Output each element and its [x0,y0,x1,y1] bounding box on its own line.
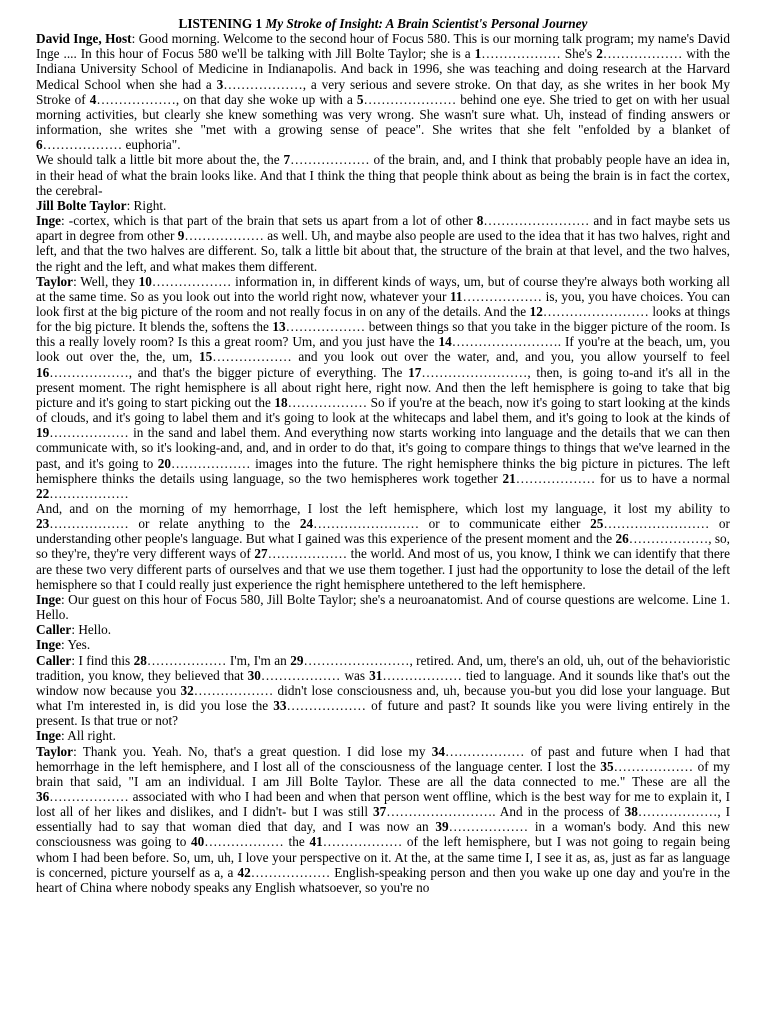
transcript-text: ………………, a very serious and severe stroke. On that day, as she writes in her book My Stroke of [36,76,731,107]
blank-number: 11 [449,288,463,304]
blank-number: 16 [36,364,50,380]
transcript-text: ………………, I essentially had to say that woman died that day, and I was now an [36,804,730,835]
transcript-text: : I find this [71,652,134,668]
blank-number: 32 [180,682,194,698]
transcript-text: ……………………. If you're at the beach, um, you look out over the, the, um, [36,334,730,365]
blank-number: 37 [372,804,387,820]
transcript-text: ……………… between things so that you take in the bigger picture of the room. Is this a really lovely room? Is this a great room? Um, and you just have the [36,319,730,350]
blank-number: 24 [299,516,314,532]
blank-number: 31 [369,667,383,683]
blank-number: 38 [624,804,638,820]
blank-number: 33 [273,698,287,714]
blank-number: 8 [476,213,484,229]
transcript-text: ……………… euphoria". [42,137,181,153]
blank-number: 4 [89,91,97,107]
transcript-text: ……………… I'm, I'm an [146,652,291,668]
transcript-text: ……………… of the left hemisphere, but I was not going to regain being whom I had been before. So, um, uh, I love your perspective on it. At the, at the same time I, I see it as, as, just as far as language is concerned, picture yourself as a, a [36,834,731,880]
transcript-text: : Thank you. Yeah. No, that's a great question. I did lose my [73,743,432,759]
transcript-text: ……………… with the Indiana University School of Medicine in Indianapolis. And back in 1996, she was teaching and doing research at the Harvard Medical School when she had a [36,46,731,92]
blank-number: 10 [138,273,152,289]
transcript-text: ……………… didn't lose consciousness and, uh, because you-but you did lose your language. But what I'm interested in, is did you lose the [36,682,730,714]
blank-number: 1 [474,46,482,62]
transcript-text: ………………, and that's the bigger picture of everything. The [49,364,409,380]
blank-number: 42 [237,864,251,880]
transcript-text: And, and on the morning of my hemorrhage, I lost the left hemisphere, which lost my language, it lost my ability to [36,501,730,516]
blank-number: 29 [290,652,304,668]
blank-number: 26 [615,531,629,547]
transcript-text: ………………, on that day she woke up with a [96,91,357,107]
transcript-text: ……………… of future and past? It sounds like you were living entirely in the present. Is that true or not? [36,698,730,729]
transcript-text: ……………… the [204,834,310,850]
transcript-paragraph [36,744,730,896]
transcript-paragraph [36,198,730,213]
blank-number: 19 [36,425,50,441]
transcript-text: ……………… is, you, you have choices. You can look first at the big picture of the room and not really focus in on any of the details. And the [36,288,730,319]
transcript-text: ……………… for us to have a normal [515,470,731,486]
transcript-text: ……………… She's [481,46,597,62]
transcript-paragraph [36,653,730,729]
transcript-text: We should talk a little bit more about the, the [36,152,284,168]
speaker-name: Inge [36,728,62,744]
speaker-name: Caller [36,622,72,638]
blank-number: 7 [283,152,291,168]
transcript-text: : Well, they [73,273,139,289]
transcript-text: ……………… as well. Uh, and maybe also people are used to the idea that it has two halves, right and left, and that the two halves are different. So, talk a little bit about that, the structure of the brain at that level, and the two halves, the right and the left, and what makes them different. [36,228,731,274]
transcript-body [36,31,730,895]
blank-number: 15 [198,349,213,365]
transcript-text: ……………………, then, is going to-and it's all in the present moment. The right hemisphere is all about right here, right now. And then the left hemisphere is going to take that big picture and it's going to start picking out the [36,364,730,410]
transcript-text: ……………… English-speaking person and then you wake up one day and you're in the heart of China where nobody speaks any English whatsoever, so you're no [36,864,730,895]
blank-number: 20 [157,455,172,471]
blank-number: 5 [356,91,364,107]
transcript-text: ……………… information in, in different kinds of ways, um, but of course they're always both working all at the same time. So as you look out into the world right now, whatever your [36,273,730,304]
blank-number: 28 [133,652,147,668]
blank-number: 23 [36,516,50,532]
transcript-text: ……………………, retired. And, um, there's an old, uh, out of the behavioristic tradition, you know, they believed that [36,652,730,683]
blank-number: 2 [596,46,603,62]
transcript-paragraph [36,637,730,652]
transcript-text: ……………………. And in the process of [386,804,625,820]
blank-number: 40 [191,834,205,850]
transcript-paragraph [36,31,730,152]
transcript-text: ……………… in the sand and label them. And everything now starts working into language and the details that we can then communicate with, so it's looking-and, and, and in order to do that, it's going to compare things to things that we've learned in the past, and it's going to [36,425,730,471]
title-italic: My Stroke of Insight: A Brain Scientist's Personal Journey [265,16,588,31]
transcript-text: ……………… images into the future. The right hemisphere thinks the big picture in pictures. The left hemisphere thinks the details using language, so the two hemispheres work together [36,455,730,486]
transcript-text: ……………… So if you're at the beach, now it's going to start looking at the kinds of clouds, and it's going to label them and it's going to look at the whitecaps and label them, and it's going to look at the kinds of [36,394,730,426]
transcript-text: ……………… associated with who I had been and when that person went offline, which is the best way for me to explain it, I lost all of her likes and dislikes, and I didn't- but I was still [36,788,730,820]
transcript-text: ……………… the world. And most of us, you know, I think we can identify that there are these two very different parts of ourselves and that we use them together. I just had the opportunity to lose the detail of the left hemisphere so that I could really just experience the right hemisphere untethered to the left hemisphere. [36,546,731,592]
blank-number: 27 [254,546,268,562]
transcript-text: : All right. [61,728,116,744]
document-page [36,16,730,895]
speaker-name: Jill Bolte Taylor [36,197,127,213]
blank-number: 22 [36,485,50,501]
blank-number: 9 [177,228,185,244]
blank-number: 18 [274,394,288,410]
transcript-text: : -cortex, which is that part of the brain that sets us apart from a lot of other [61,213,477,229]
blank-number: 34 [431,743,445,759]
blank-number: 25 [590,516,604,532]
transcript-text: ……………… was [260,667,370,683]
transcript-paragraph [36,152,730,197]
transcript-text: ……………… [49,485,129,501]
transcript-paragraph [36,592,730,622]
transcript-paragraph [36,274,730,501]
transcript-text: : Yes. [61,637,91,653]
blank-number: 3 [216,76,224,92]
blank-number: 36 [36,788,50,804]
blank-number: 35 [600,758,614,774]
transcript-text: ………………, so, so they're, they're very different ways of [36,531,730,562]
transcript-text: …………………… or understanding other people's language. But what I gained was this experience of the present moment and the [36,516,730,547]
transcript-paragraph [36,501,730,592]
transcript-text: ……………… and you look out over the water, and, and you, you allow yourself to feel [212,349,730,365]
transcript-text: : Our guest on this hour of Focus 580, Jill Bolte Taylor; she's a neuroanatomist. And of course questions are welcome. Line 1. Hello. [36,591,730,623]
transcript-text: …………………… and in fact maybe sets us apart in degree from other [36,213,730,244]
blank-number: 13 [272,319,286,335]
transcript-paragraph [36,728,730,743]
transcript-text: : Hello. [71,622,112,638]
title-label: LISTENING 1 [178,16,263,31]
transcript-paragraph [36,622,730,637]
transcript-paragraph [36,213,730,274]
speaker-name: Caller [36,652,72,668]
transcript-text: ………………… behind one eye. She tried to get on with her usual morning activities, but clearly she knew something was very wrong. She wasn't sure what. Uh, instead of finding answers or information, she writes she "met with a growing sense of peace". She writes that she felt "enfolded by a blanket of [36,91,730,138]
transcript-text: ……………… of past and future when I had that hemorrhage in the left hemisphere, and I lost all of the consciousness of the language center. I lost the [36,743,730,774]
blank-number: 17 [408,364,422,380]
speaker-name: Taylor [36,743,74,759]
document-title [36,16,730,31]
transcript-text: : Right. [126,197,167,213]
speaker-name: Inge [36,591,62,607]
transcript-text: : Good morning. Welcome to the second hour of Focus 580. This is our morning talk program; my name's David Inge .... In this hour of Focus 580 we'll be talking with Jill Bolte Taylor; she is a [36,31,730,62]
speaker-name: Inge [36,213,62,229]
transcript-text: …………………… looks at things for the big picture. It blends the, softens the [36,303,730,335]
speaker-name: Taylor [36,273,74,289]
blank-number: 30 [247,667,261,683]
blank-number: 21 [502,470,516,486]
transcript-text: ……………… of the brain, and, and I think that probably people have an idea in, in their head of what the brain looks like. And that I think the thing that people think about as being the brain is in fact the cortex, the cerebral- [36,152,730,198]
blank-number: 41 [309,834,323,850]
blank-number: 14 [438,334,452,350]
blank-number: 39 [435,819,449,835]
transcript-text: …………………… or to communicate either [313,516,591,532]
blank-number: 12 [529,303,543,319]
transcript-text: ……………… of my brain that said, "I am an individual. I am Jill Bolte Taylor. These are all the data connected to me." These are all the [36,758,730,789]
transcript-text: ……………… in a woman's body. And this new consciousness was going to [36,819,730,850]
speaker-name: Inge [36,637,62,653]
transcript-text: ……………… tied to language. And it sounds like that's out the window now because you [36,667,731,698]
blank-number: 6 [36,137,43,153]
speaker-name: David Inge, Host [36,31,132,47]
transcript-text: ……………… or relate anything to the [49,516,300,532]
